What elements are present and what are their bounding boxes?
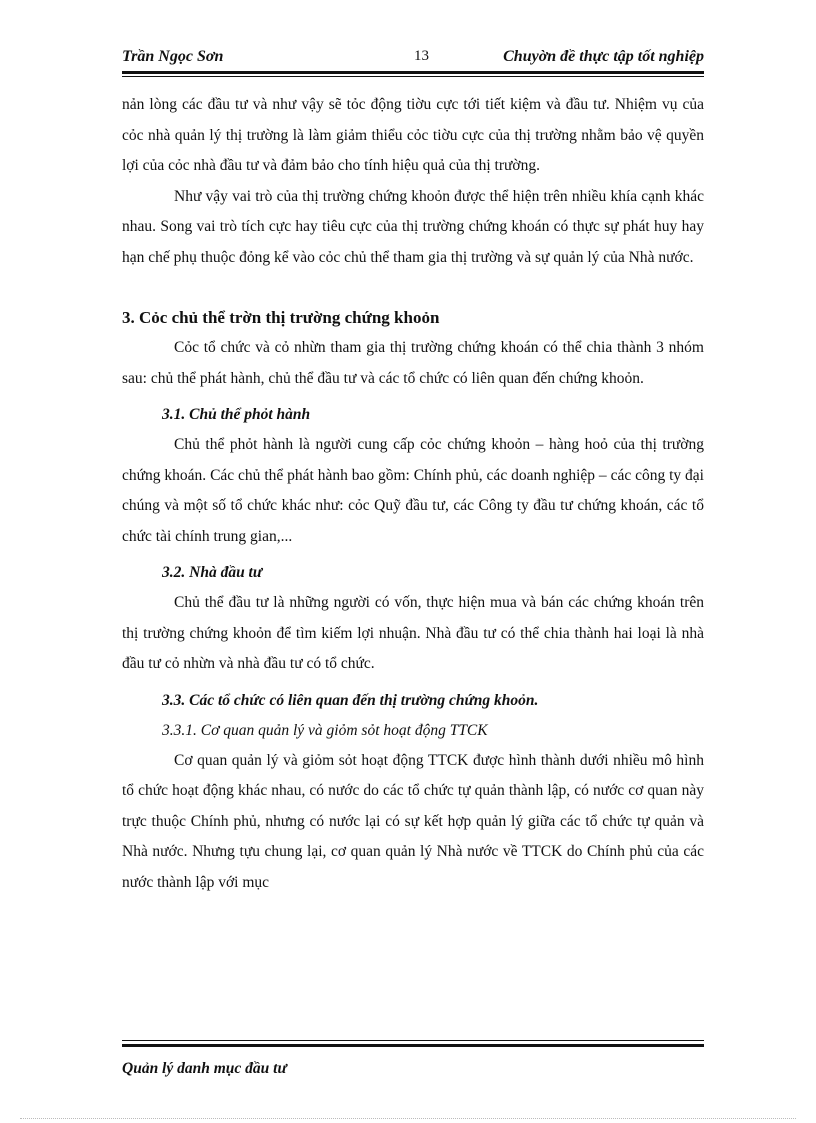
subsection-3-3-1-title: 3.3.1. Cơ quan quản lý và giỏm sỏt hoạt động TTCK bbox=[162, 721, 488, 739]
page-footer: Quản lý danh mục đầu tư bbox=[122, 1060, 287, 1077]
page-header bbox=[122, 46, 704, 74]
page-number: 13 bbox=[414, 48, 429, 64]
page-edge-dotted bbox=[20, 1118, 796, 1119]
header-rule-thick bbox=[122, 71, 704, 74]
footer-rule-thin bbox=[122, 1040, 704, 1041]
footer-rule-thick bbox=[122, 1044, 704, 1047]
section-3-title: 3. Cỏc chủ thể trờn thị trường chứng khoỏn bbox=[122, 308, 440, 327]
paragraph-1: nản lòng các đầu tư và như vậy sẽ tỏc động tiờu cực tới tiết kiệm và đầu tư. Nhiệm vụ của cỏc nhà quản lý thị trường là làm giảm thiểu cỏc tiờu cực của thị trường nhằm bảo vệ quyền lợi của cỏc nhà đầu tư và đảm bảo cho tính hiệu quả của thị trường. bbox=[122, 96, 704, 174]
paragraph-4: Chủ thể phỏt hành là người cung cấp cỏc chứng khoỏn – hàng hoỏ của thị trường chứng khoán. Các chủ thể phát hành bao gồm: Chính phủ, các doanh nghiệp – các công ty đại chúng và một số tổ chức khác như: cỏc Quỹ đầu tư, các Công ty đầu tư chứng khoán, các tổ chức tài chính trung gian,... bbox=[122, 436, 704, 545]
paragraph-2: Như vậy vai trò của thị trường chứng khoỏn được thể hiện trên nhiều khía cạnh khác nhau. Song vai trò tích cực hay tiêu cực của thị trường chứng khoán có thực sự phát huy hay hạn chế phụ thuộc đỏng kể vào cỏc chủ thể tham gia thị trường và sự quản lý của Nhà nước. bbox=[122, 187, 704, 266]
subsection-3-2-title: 3.2. Nhà đầu tư bbox=[162, 564, 263, 581]
header-author: Trần Ngọc Sơn bbox=[122, 48, 224, 65]
subsection-3-1-title: 3.1. Chủ thể phỏt hành bbox=[162, 406, 311, 423]
paragraph-5: Chủ thể đầu tư là những người có vốn, thực hiện mua và bán các chứng khoán trên thị trường chứng khoỏn để tìm kiếm lợi nhuận. Nhà đầu tư có thể chia thành hai loại là nhà đầu tư cỏ nhừn và nhà đầu tư có tổ chức. bbox=[122, 594, 704, 672]
page-body bbox=[122, 90, 704, 898]
paragraph-3: Cỏc tổ chức và cỏ nhừn tham gia thị trường chứng khoán có thể chia thành 3 nhóm sau: chủ thể phát hành, chủ thể đầu tư và các tổ chức có liên quan đến chứng khoỏn. bbox=[122, 339, 704, 387]
header-rule-thin bbox=[122, 76, 704, 77]
header-title: Chuyờn đề thực tập tốt nghiệp bbox=[503, 48, 704, 65]
subsection-3-3-title: 3.3. Các tổ chức có liên quan đến thị trường chứng khoỏn. bbox=[162, 691, 539, 709]
paragraph-6: Cơ quan quản lý và giỏm sỏt hoạt động TTCK được hình thành dưới nhiều mô hình tổ chức hoạt động khác nhau, có nước do các tổ chức tự quản thành lập, có nước cơ quan này trực thuộc Chính phủ, nhưng có nước lại có sự kết hợp quản lý giữa các tổ chức tự quản và Nhà nước. Nhưng tựu chung lại, cơ quan quản lý Nhà nước về TTCK do Chính phủ của các nước thành lập với mục bbox=[122, 751, 704, 891]
